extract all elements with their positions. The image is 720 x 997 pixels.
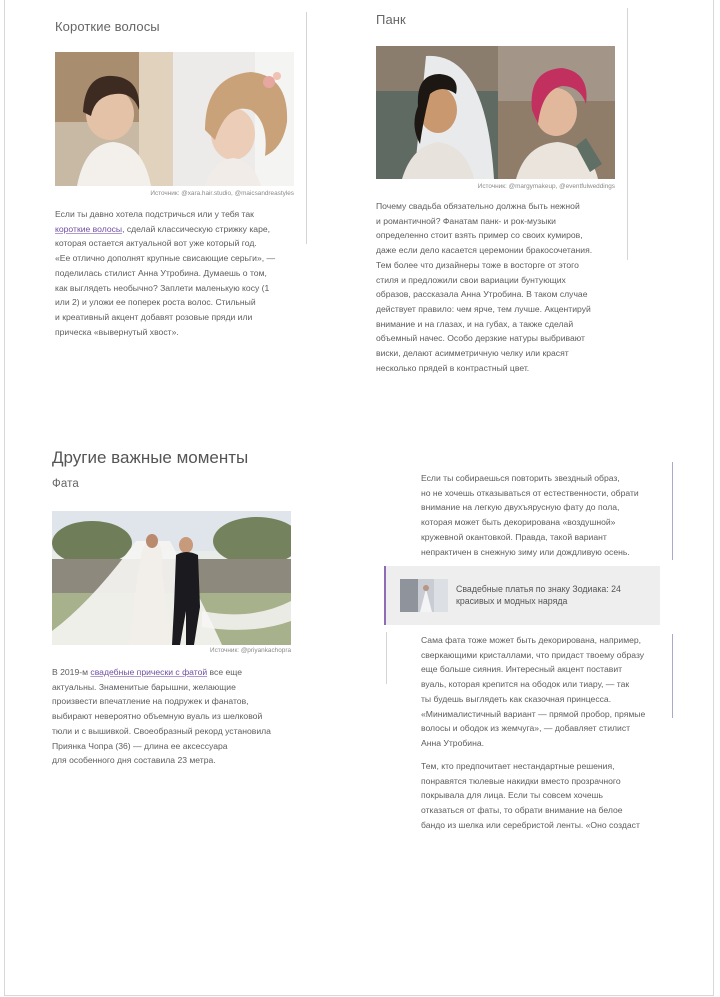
veil-text-start: В 2019-м (52, 667, 91, 677)
veil-paragraph-2: Сама фата тоже может быть декорирована, например, сверкающими кристаллами, что придаст твоему образу еще больше сияния. Интересный акцент поставит вуаль, которая крепится на ободок или тиару, — так ты будешь выглядеть как сказочная принцесса. «Минималистичный вариант — прямой пробор, прямые волосы и ободок из жемчуга», — добавляет стилист Анна Утробина. (421, 635, 646, 748)
column-divider (672, 462, 673, 560)
short-hair-link[interactable]: короткие волосы (55, 223, 123, 234)
section-subheading: Фата (52, 478, 79, 490)
short-hair-text-start: Если ты давно хотела подстричься или у тебя так (55, 209, 254, 219)
veil-paragraph-1: Если ты собираешься повторить звездный образ, но не хочешь отказываться от естественности, обрати внимание на легкую двухъярусную фату до пола, которая может быть декорирована «воздушной» кружевной окантовкой. Правда, такой вариант непрактичен в снежную зиму или дождливую осень. (421, 473, 639, 557)
photo-credit: Источник: @xara.hair.studio, @maicsandreastyles (150, 190, 294, 197)
column-divider (386, 632, 387, 684)
veil-paragraph-3: Тем, кто предпочитает нестандартные решения, понравятся тюлевые накидки вместо прозрачного покрывала для лица. Если ты совсем хочешь отказаться от фаты, то обрати внимание на белое бандо из шелка или серебристой ленты. «Оно создаст (421, 761, 640, 830)
punk-text: Почему свадьба обязательно должна быть нежной и романтичной? Фанатам панк- и рок-музыки определенно стоит взять пример со своих кумиров, даже если дело касается церемонии бракосочетания. Тем более что дизайнеры тоже в восторге от этого стиля и предложили свои вариации бунтующих образов, рассказала Анна Утробина. В таком случае действует правило: чем ярче, тем лучше. Акцентируй внимание и на глазах, и на губах, а также сделай объемный начес. Особо дерзкие натуры выбривают виски, делают асимметричную челку или красят несколько прядей в контрастный цвет. (376, 201, 593, 373)
column-divider (672, 634, 673, 718)
related-article-title: Свадебные платья по знаку Зодиака: 24 красивых и модных наряда (456, 584, 621, 606)
short-hair-photo (55, 52, 294, 186)
photo-credit: Источник: @margymakeup, @eventfulweddings (477, 183, 615, 190)
column-divider (627, 8, 628, 260)
veil-text-rest: все еще актуальны. Знаменитые барышни, желающие произвести впечатление на подружек и фанатов, выбирают невероятно объемную вуаль из шелковой тюли и с вышивкой. Своеобразный рекорд установила Приянка Чопра (36) — длина ее аксессуара для особенного дня составила 23 метра. (52, 667, 271, 766)
photo-credit: Источник: @priyankachopra (209, 647, 291, 654)
related-article-thumbnail (400, 579, 448, 612)
short-hair-text-rest: , сделай классическую стрижку каре, которая остается актуальной вот уже который год. «Ее отлично дополнят крупные свисающие серьги», — поделилась стилист Анна Утробина. Думаешь о том, как выглядеть необычно? Заплети маленькую косу (1 или 2) и уложи ее поперек роста волос. Стильный и креативный акцент добавят розовые пряди или прическа «вывернутый хвост». (55, 223, 276, 337)
section-title-short-hair: Короткие волосы (55, 19, 160, 34)
veil-hairstyles-link[interactable]: свадебные прически с фатой (90, 667, 208, 677)
veil-text (52, 665, 308, 768)
short-hair-text (55, 207, 305, 339)
punk-photo (376, 46, 615, 179)
veil-photo (52, 511, 291, 645)
section-heading: Другие важные моменты (52, 448, 249, 467)
related-article-card[interactable] (384, 566, 660, 625)
column-divider (306, 12, 307, 244)
section-title-punk: Панк (376, 12, 406, 27)
